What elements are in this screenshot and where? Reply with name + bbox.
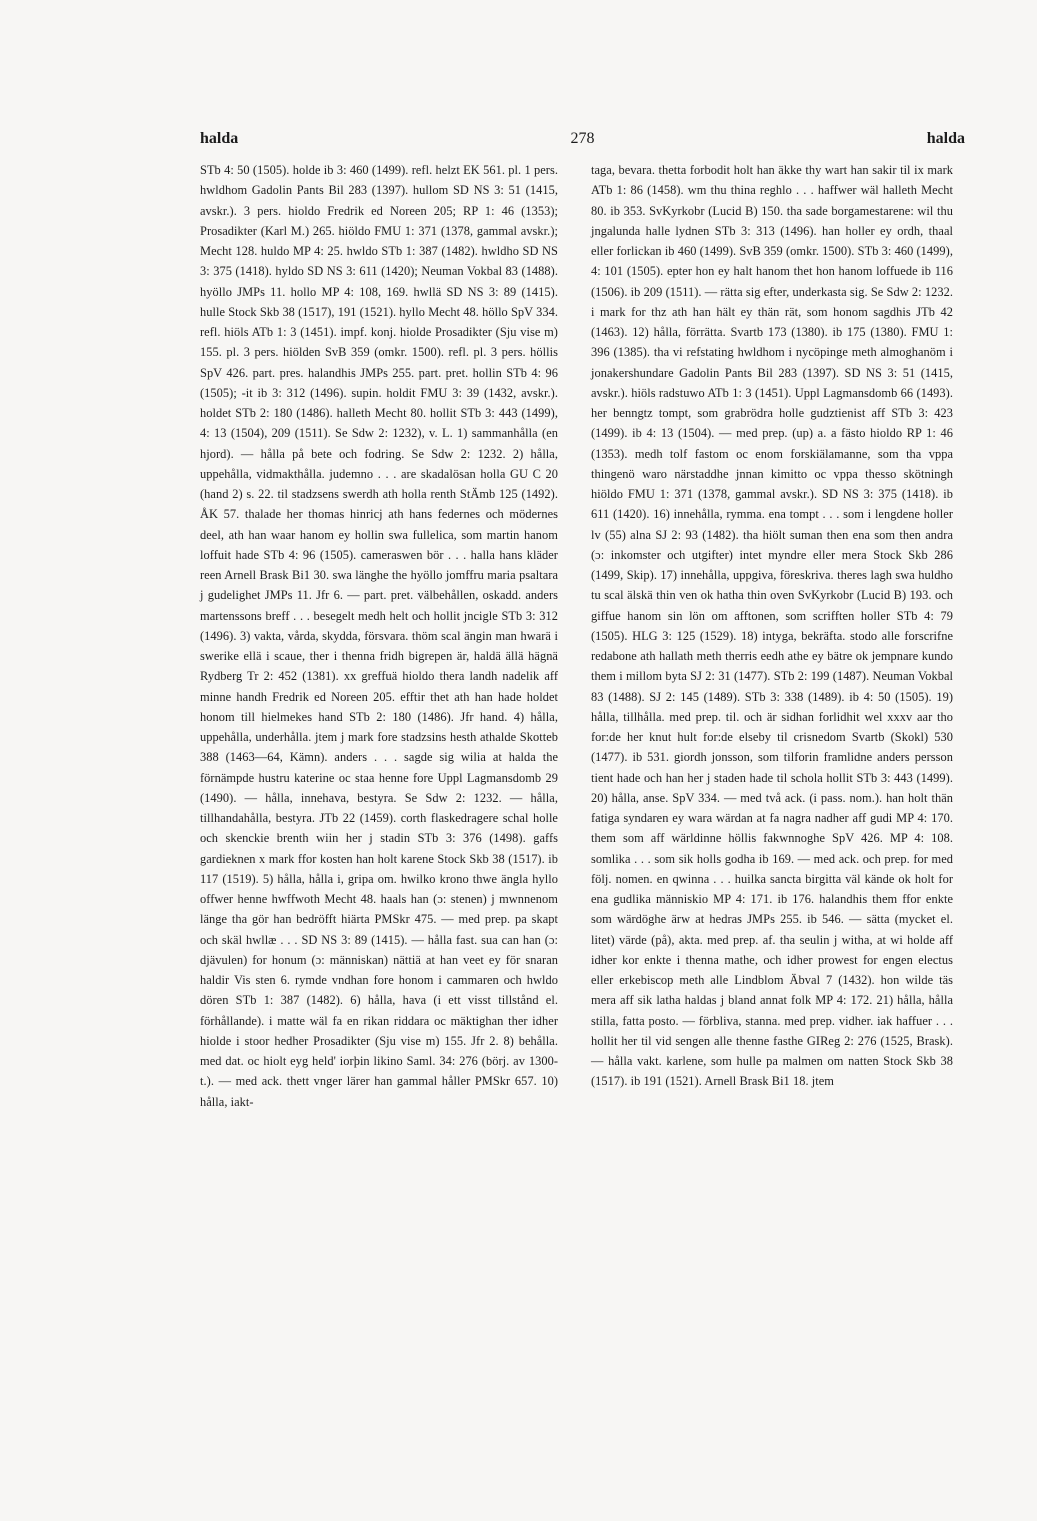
- right-column: [591, 160, 953, 1092]
- header-right-word: halda: [926, 130, 965, 147]
- page-number: 278: [570, 130, 595, 147]
- left-column: [200, 160, 558, 1112]
- header-left-word: halda: [200, 130, 239, 147]
- right-column-text: taga, bevara. thetta forbodit holt han äkke thy wart han sakir til ix mark ATb 1: 86 (1458). wm thu thina reghlo . . . haffwer wäl halleth Mecht 80. ib 353. SvKyrkobr (Lucid B) 150. tha sade borgamestarene: wil thu jngalunda halle lydnen STb 3: 313 (1496). han holler ey ordh, thaal eller forlickan ib 460 (1499). SvB 359 (omkr. 1500). STb 3: 460 (1499), 4: 101 (1505). epter hon ey halt hanom thet hon hanom loffuede ib 116 (1506). ib 209 (1511). — rätta sig efter, underkasta sig. Se Sdw 2: 1232. i mark for thz ath han hält ey thän rät, som honom sagdhis JTb 42 (1463). 12) hålla, förrätta. Svartb 173 (1380). ib 175 (1380). FMU 1: 396 (1385). tha vi refstating hwldhom i nycöpinge meth almoghanöm i jonakershundare Gadolin Pants Bil 283 (1397). SD NS 3: 51 (1415, avskr.). hiöls radstuwo ATb 1: 3 (1451). Uppl Lagmansdomb 66 (1493). her benngtz tompt, som grabrödra holle gudztienist aff STb 3: 423 (1499). ib 4: 13 (1504). — med prep. (up) a. a fästo hioldo RP 1: 46 (1353). medh tolf fastom oc enom forskiälamanne, som tha vppa thingenö waro närstaddhe jnnan kimitto oc vppa thesso skötningh hiöldo FMU 1: 371 (1378, gammal avskr.). SD NS 3: 375 (1418). ib 611 (1420). 16) innehålla, rymma. ena tompt . . . som i lengdene holler lv (55) alna SJ 2: 93 (1482). tha hiölt suman then ena som then andra (ɔ: inkomster och utgifter) intet myndre eller mera Stock Skb 286 (1499, Skip). 17) innehålla, uppgiva, föreskriva. theres lagh swa huldho tu scal älskä thin ven ok hatha thin oven SvKyrkobr (Lucid B) 193. och giffue hanom sin lön om afftonen, som scrifften holler STb 4: 79 (1505). HLG 3: 125 (1529). 18) intyga, bekräfta. stodo alle forscrifne redabone ath hallath meth therris eedh athe ey bätre ok jempnare kundo them i millom byta SJ 2: 31 (1477). STb 2: 199 (1487). Neuman Vokbal 83 (1488). SJ 2: 145 (1489). STb 3: 338 (1489). ib 4: 50 (1505). 19) hålla, tillhålla. med prep. til. och är sidhan forlidhit wel xxxv aar tho for:de her knut hult for:de elseby til crisnedom Svartb (Skokl) 530 (1477). ib 531. giordh jonsson, som tilforin framlidne anders persson tient hade och han her j staden hade til schola hollit STb 3: 443 (1499). 20) hålla, anse. SpV 334. — med två ack. (i pass. nom.). han holt thän fatiga syndaren ey wara wärdan at fa nagra nadher aff gudi MP 4: 170. them som aff wärldinne höllis fakwnnoghe SpV 426. MP 4: 108. somlika . . . som sik holls godha ib 169. — med ack. och prep. for med följ. nomen. en qwinna . . . huilka sancta birgitta väl kände ok holt for ena gudlika människio MP 4: 171. ib 176. halandhis them ffor enkte som wärdöghe ärw at hedras JMPs 255. ib 546. — sätta (mycket el. litet) värde (på), akta. med prep. af. tha seulin j witha, at wi holde aff idher kor enkte i thenna mathe, och idher prowest for engen electus eller erkebiscop meth alle Lindblom Äbval 7 (1432). hon wilde täs mera aff sik latha haldas j bland annat folk MP 4: 172. 21) hålla, hålla stilla, fatta posto. — förbliva, stanna. med prep. vidher. iak haffuer . . . hollit her til vid sengen alle thenne fasthe GIReg 2: 276 (1525, Brask). — hålla vakt. karlene, som hulle pa malmen om natten Stock Skb 38 (1517). ib 191 (1521). Arnell Brask Bi1 18. jtem: [591, 163, 953, 1089]
- page-header: [200, 130, 965, 152]
- left-column-text: STb 4: 50 (1505). holde ib 3: 460 (1499). refl. helzt EK 561. pl. 1 pers. hwldhom Gadolin Pants Bil 283 (1397). hullom SD NS 3: 51 (1415, avskr.). 3 pers. hioldo Fredrik ed Noreen 205; RP 1: 46 (1353); Prosadikter (Karl M.) 265. hiöldo FMU 1: 371 (1378, gammal avskr.); Mecht 128. huldo MP 4: 25. hwldo STb 1: 387 (1482). hwldho SD NS 3: 375 (1418). hyldo SD NS 3: 611 (1420); Neuman Vokbal 83 (1488). hyöllo JMPs 11. hollo MP 4: 108, 169. hwllä SD NS 3: 89 (1415). hulle Stock Skb 38 (1517), 191 (1521). hyllo Mecht 48. höllo SpV 334. refl. hiöls ATb 1: 3 (1451). impf. konj. hiolde Prosadikter (Sju vise m) 155. pl. 3 pers. hiölden SvB 359 (omkr. 1500). refl. pl. 3 pers. höllis SpV 426. part. pres. halandhis JMPs 255. part. pret. hollin STb 4: 96 (1505); -it ib 3: 312 (1496). supin. holdit FMU 3: 39 (1432, avskr.). holdet STb 2: 180 (1486). halleth Mecht 80. hollit STb 3: 443 (1499), 4: 13 (1504), 209 (1511). Se Sdw 2: 1232), v. L. 1) sammanhålla (en hjord). — hålla på bete och fodring. Se Sdw 2: 1232. 2) hålla, uppehålla, vidmakthålla. judemno . . . are skadalösan holla GU C 20 (hand 2) s. 22. til stadzsens swerdh ath holla renth StÄmb 125 (1492). ÅK 57. thalade her thomas hinricj ath hans federnes och mödernes deel, ath han waar hanom ey hollin swa fullelica, som martin hanom loffuit hade STb 4: 96 (1505). cameraswen bör . . . halla hans kläder reen Arnell Brask Bi1 30. swa länghe the hyöllo jomffru maria psaltara j gudelighet JMPs 11. Jfr 6. — part. pret. välbehållen, oskadd. anders martenssons breff . . . besegelt medh helt och hollit jncigle STb 3: 312 (1496). 3) vakta, vårda, skydda, försvara. thöm scal ängin man hwarä i swerike ellä i scaue, ther i thenna fridh bigrepen är, haldä ällä hägnä Rydberg Tr 2: 452 (1381). xx greffuä hioldo thera landh nadelik aff minne handh Fredrik ed Noreen 205. efftir thet ath han hade holdet honom till hielmekes hand STb 2: 180 (1486). Jfr hand. 4) hålla, uppehålla, underhålla. jtem j mark fore stadzsins hesth athalde Skotteb 388 (1463—64, Kämn). anders . . . sagde sig wilia at halda the förnämpde hustru katerine oc staa henne fore Uppl Lagmansdomb 29 (1490). — hålla, innehava, bestyra. Se Sdw 2: 1232. — hålla, tillhandahålla, bestyra. JTb 22 (1459). corth flaskedragere schal holle och skenckie brenth wiin her j stadin STb 3: 376 (1498). gaffs gardieknen x mark ffor kosten han holt karene Stock Skb 38 (1517). ib 117 (1519). 5) hålla, hålla i, gripa om. hwilko krono thwe ängla hyllo offwer henne hwffwoth Mecht 48. haals han (ɔ: stenen) j mwnnenom länge tha gör han bedröfft hiärta PMSkr 475. — med prep. pa skapt och skäl hwllæ . . . SD NS 3: 89 (1415). — hålla fast. sua can han (ɔ: djävulen) for honum (ɔ: människan) nättiä at han veet ey för snaran haldir Vis sten 6. rymde vndhan fore honom i cammaren och hwldo dören STb 1: 387 (1482). 6) hålla, hava (i ett visst tillstånd el. förhållande). i matte wäl fa en rikan riddara oc mäktighan ther idher hiolde i stoor hedher Prosadikter (Sju vise m) 155. Jfr 2. 8) behålla. med dat. oc hiolt eyg held' iorþin likino Saml. 34: 276 (börj. av 1300-t.). — med ack. thett vnger lärer han gammal håller PMSkr 657. 10) hålla, iakt-: [200, 163, 558, 1109]
